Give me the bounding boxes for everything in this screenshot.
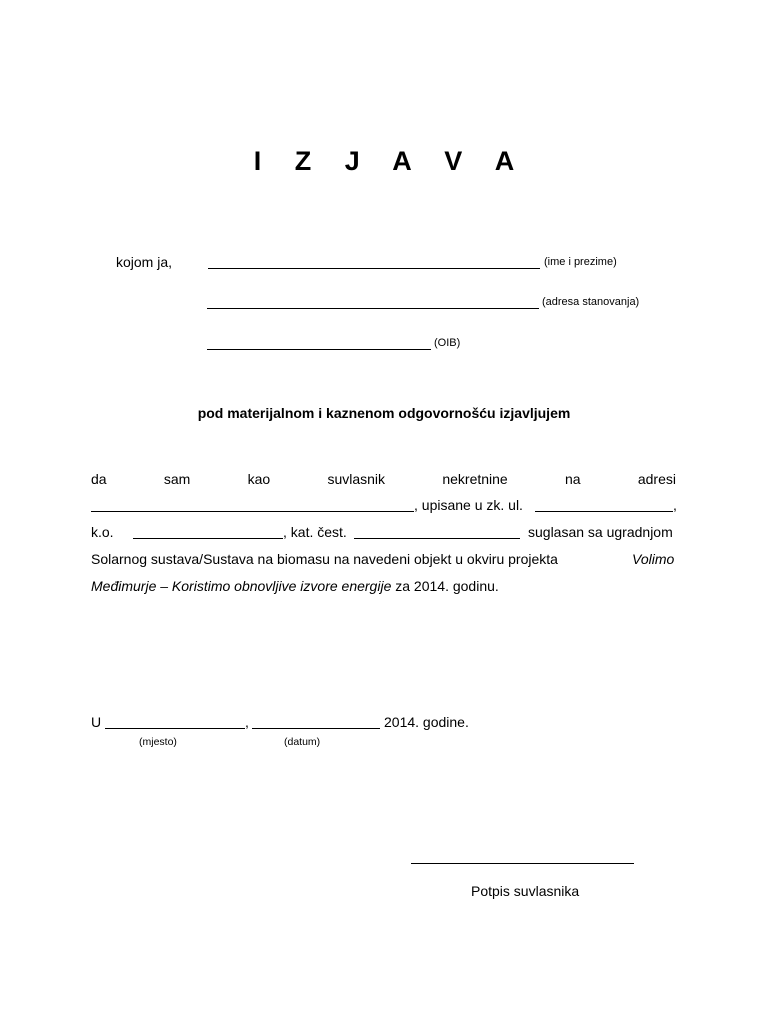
body-word: adresi (637, 471, 676, 487)
signature-label: Potpis suvlasnika (471, 883, 580, 899)
intro-lead: kojom ja, (116, 254, 173, 270)
ko-field-line[interactable] (133, 538, 283, 539)
body-line-4 (91, 551, 558, 567)
body-word: da (91, 471, 107, 487)
body-line-5 (91, 578, 499, 594)
body-line-4-text: Solarnog sustava/Sustava na biomasu na navedeni objekt u okviru projekta (91, 551, 558, 567)
body-line-1 (91, 471, 676, 487)
project-name-start (632, 551, 674, 567)
suglasan-text: suglasan sa ugradnjom (528, 524, 673, 540)
zk-number-line[interactable] (535, 511, 673, 512)
comma: , (673, 497, 677, 513)
body-word: suvlasnik (327, 471, 386, 487)
kat-label: , kat. čest. (283, 524, 347, 540)
body-word: kao (247, 471, 271, 487)
document-title: I Z J A V A (253, 146, 528, 176)
body-word: nekretnine (442, 471, 508, 487)
declaration-text: pod materijalnom i kaznenom odgovornošću izjavljujem (197, 405, 571, 421)
address-field-line[interactable] (207, 308, 539, 309)
body-word: sam (163, 471, 191, 487)
date-field-line[interactable] (252, 728, 380, 729)
name-hint: (ime i prezime) (544, 256, 617, 268)
place-comma: , (245, 714, 249, 730)
project-name-a: Volimo (632, 551, 675, 567)
zk-label: , upisane u zk. ul. (414, 497, 523, 513)
signature-line[interactable] (411, 863, 634, 864)
year-suffix: za 2014. godinu. (395, 578, 499, 594)
year-text: 2014. godine. (384, 714, 469, 730)
body-word: na (565, 471, 581, 487)
ko-label: k.o. (91, 524, 114, 540)
property-address-line[interactable] (91, 511, 414, 512)
address-hint: (adresa stanovanja) (542, 296, 640, 308)
kat-field-line[interactable] (354, 538, 520, 539)
project-name-b: Međimurje – Koristimo obnovljive izvore energije (91, 578, 392, 594)
name-field-line[interactable] (208, 268, 540, 269)
oib-hint: (OIB) (434, 337, 461, 349)
place-u: U (91, 714, 102, 730)
oib-field-line[interactable] (207, 349, 431, 350)
mjesto-hint: (mjesto) (139, 736, 177, 748)
place-field-line[interactable] (105, 728, 245, 729)
datum-hint: (datum) (284, 736, 321, 748)
